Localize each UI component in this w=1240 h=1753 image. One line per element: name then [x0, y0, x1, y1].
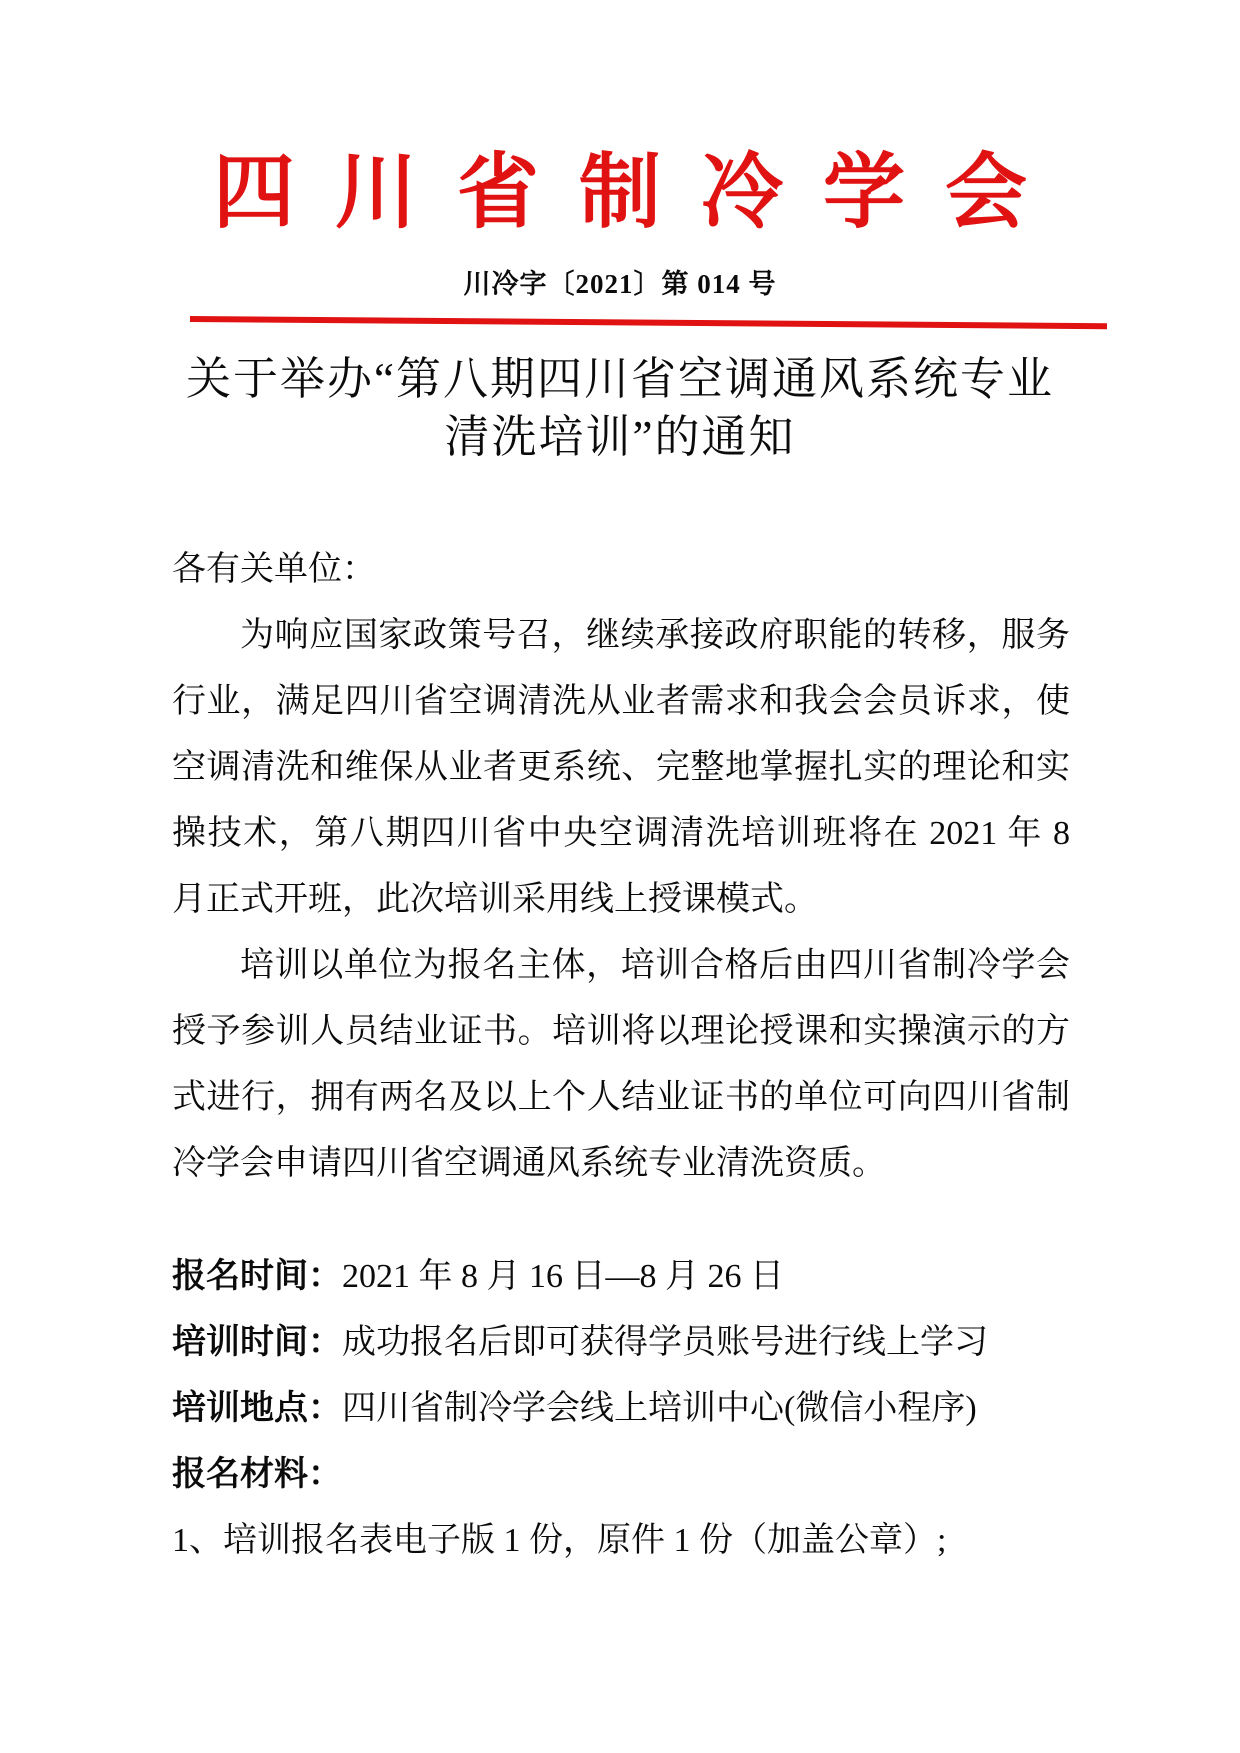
doc-number: 川冷字〔2021〕第 014 号 [463, 269, 777, 299]
red-divider-line [190, 316, 1107, 329]
info-label: 报名材料： [172, 1456, 342, 1493]
list-item-registration-form: 1、培训报名表电子版 1 份，原件 1 份（加盖公章）; [172, 1522, 947, 1559]
text-line: 冷学会申请四川省空调通风系统专业清洗资质。 [172, 1145, 886, 1182]
text-line: 行业，满足四川省空调清洗从业者需求和我会会员诉求，使 [172, 683, 1070, 720]
text-line: 操技术，第八期四川省中央空调清洗培训班将在 2021 年 8 [172, 815, 1070, 852]
org-title: 四川省制冷学会 [212, 147, 1067, 238]
salutation: 各有关单位： [172, 551, 376, 588]
document-body [172, 537, 1070, 1574]
text-line: 式进行，拥有两名及以上个人结业证书的单位可向四川省制 [172, 1079, 1070, 1116]
text-line: 培训以单位为报名主体，培训合格后由四川省制冷学会 [240, 947, 1070, 984]
paragraph-training-details [172, 933, 1070, 1197]
text-line: 清洗培训”的通知 [444, 412, 796, 462]
info-value: 四川省制冷学会线上培训中心(微信小程序) [342, 1390, 977, 1427]
notice-title [0, 350, 1240, 466]
info-value: 成功报名后即可获得学员账号进行线上学习 [342, 1324, 988, 1361]
text-line: 授予参训人员结业证书。培训将以理论授课和实操演示的方 [172, 1013, 1070, 1050]
text-line: 为响应国家政策号召，继续承接政府职能的转移，服务 [240, 617, 1070, 654]
text-line: 月正式开班，此次培训采用线上授课模式。 [172, 881, 818, 918]
paragraph-policy-intro [172, 603, 1070, 933]
info-section [172, 1244, 1070, 1508]
text-line: 关于举办“第八期四川省空调通风系统专业 [186, 354, 1054, 404]
info-label: 培训时间： [172, 1324, 342, 1361]
text-line: 空调清洗和维保从业者更系统、完整地掌握扎实的理论和实 [172, 749, 1070, 786]
info-row-signup-materials [172, 1442, 1070, 1508]
info-row-training-location [172, 1376, 1070, 1442]
info-label: 培训地点： [172, 1390, 342, 1427]
info-label: 报名时间： [172, 1258, 342, 1295]
info-row-training-time [172, 1310, 1070, 1376]
info-row-signup-time [172, 1244, 1070, 1310]
info-value: 2021 年 8 月 16 日—8 月 26 日 [342, 1258, 784, 1295]
